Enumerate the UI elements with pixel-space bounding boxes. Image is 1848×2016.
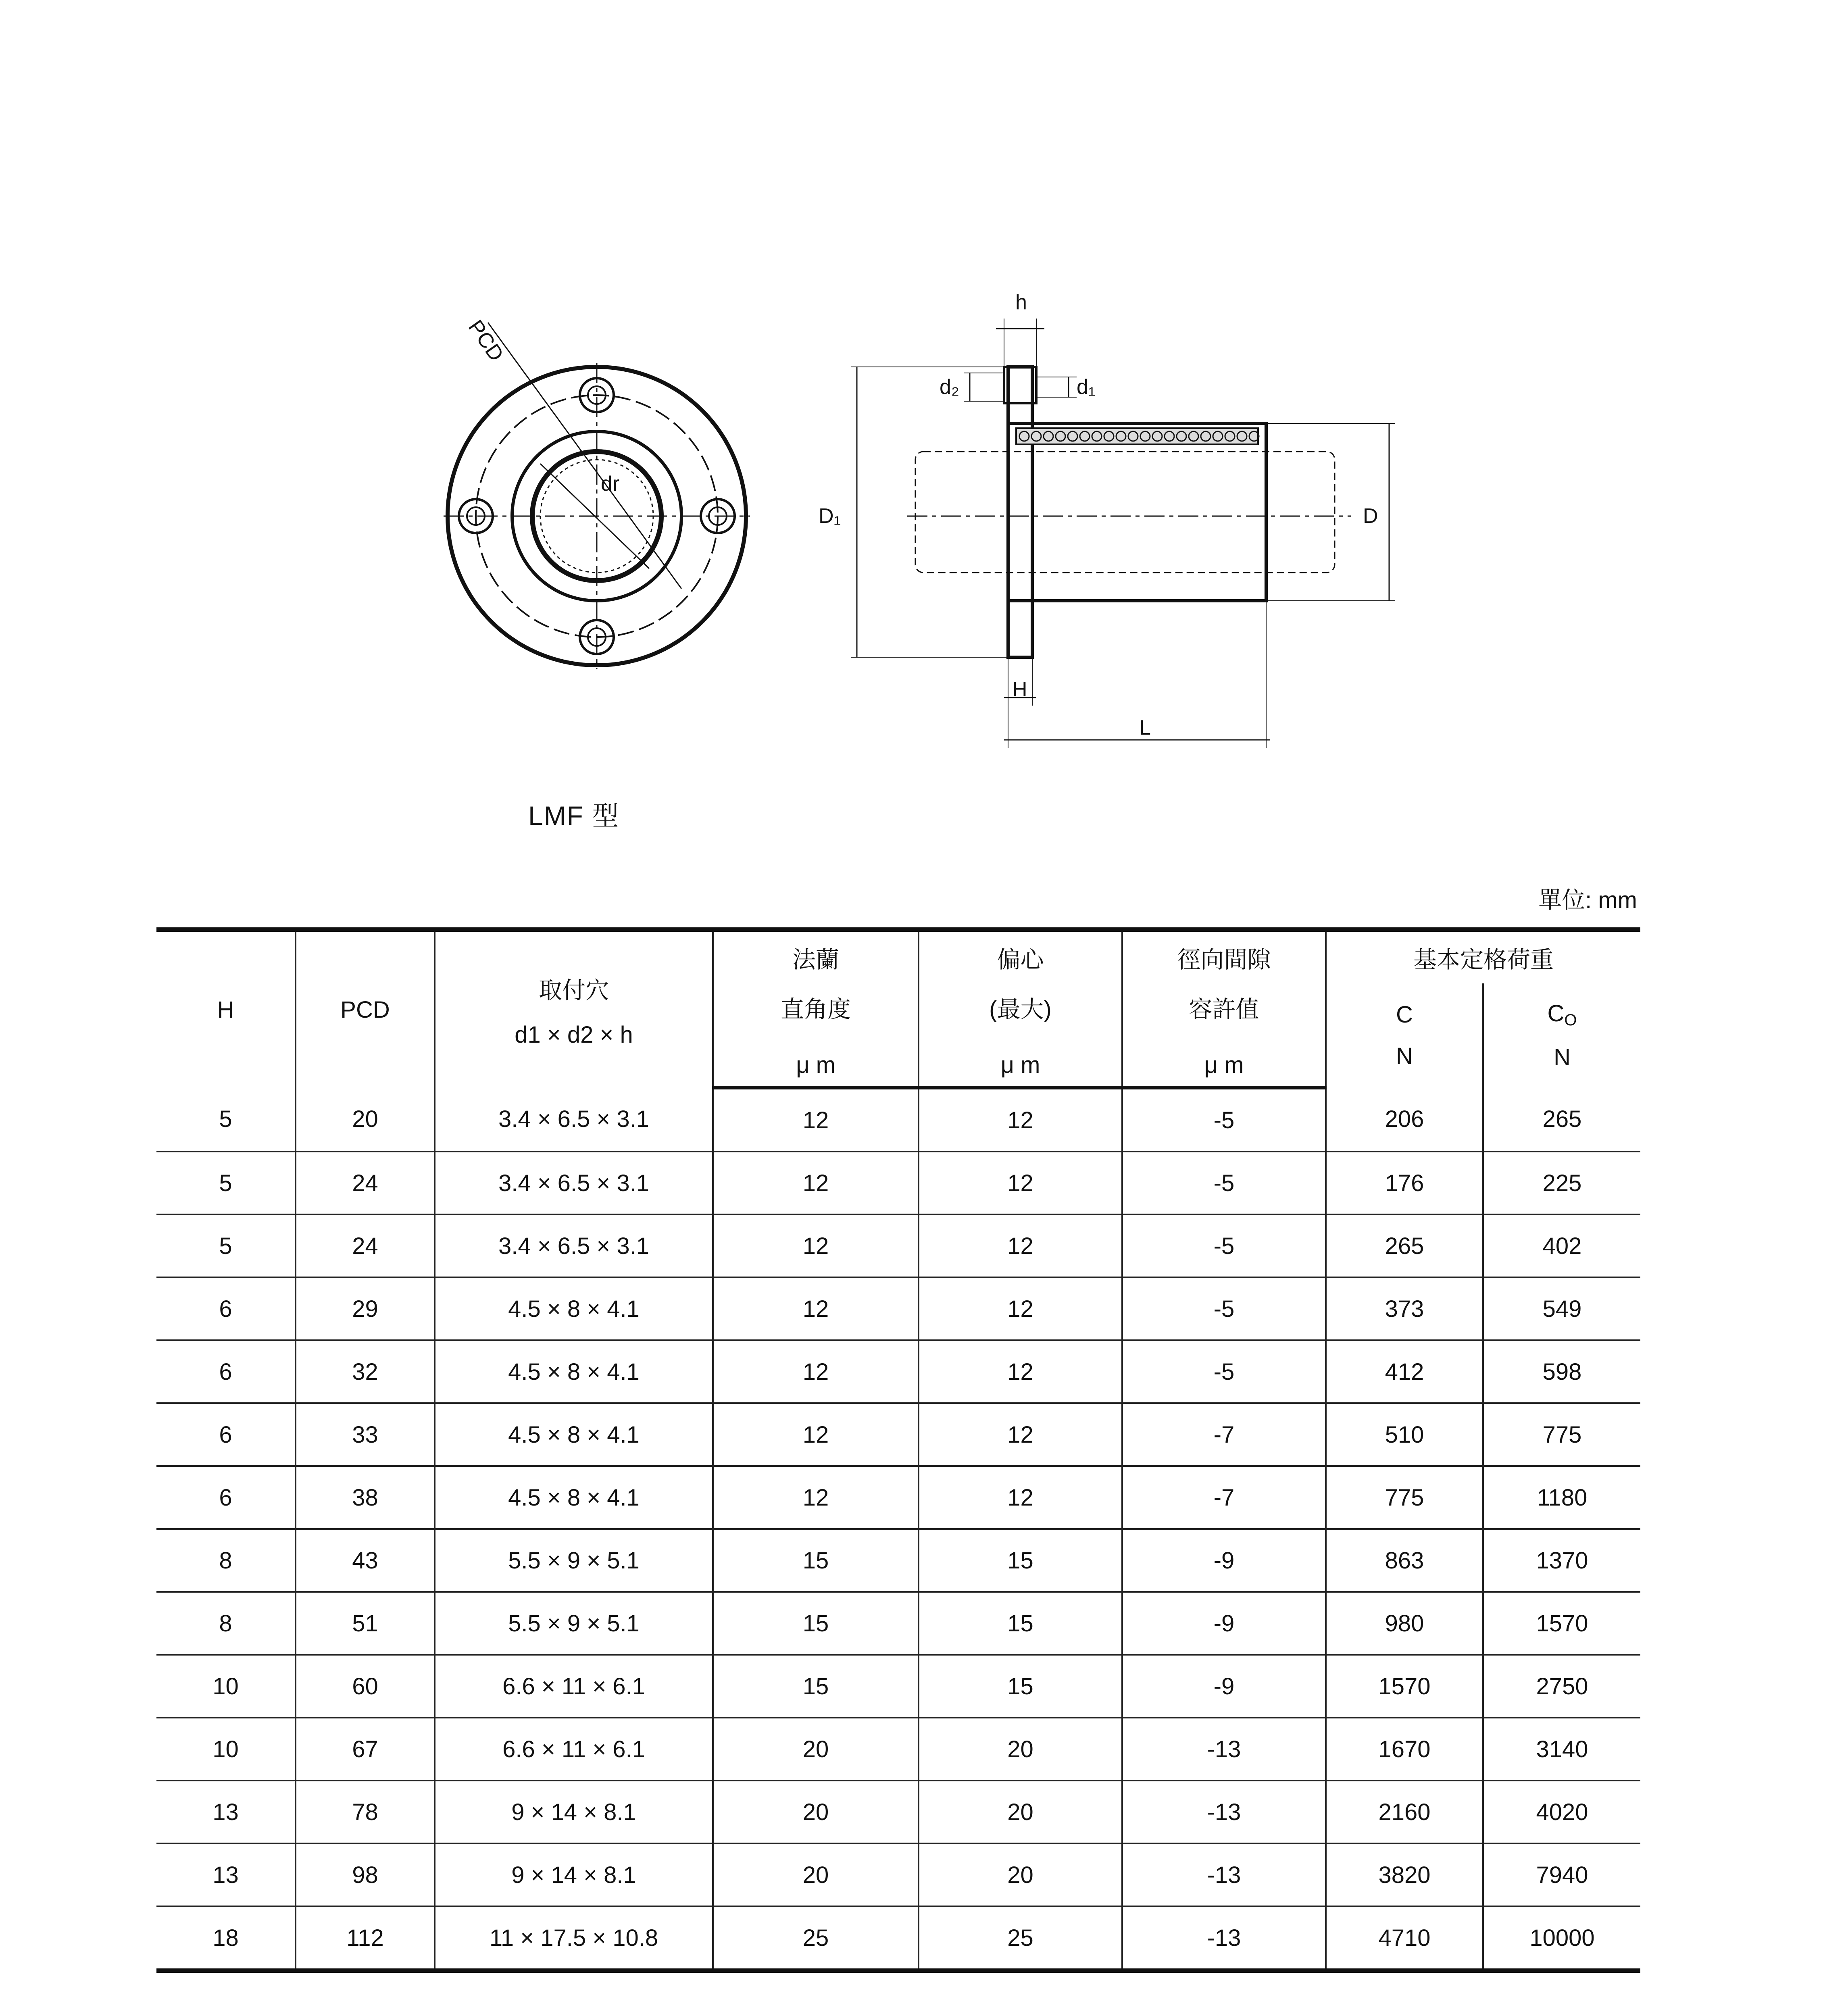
- table-row: [156, 1088, 1640, 1152]
- cell-flange-perp: 15: [713, 1655, 919, 1718]
- cell-eccentricity: 20: [919, 1781, 1122, 1843]
- cell-flange-perp: 12: [713, 1277, 919, 1340]
- cell-load-c: 373: [1326, 1277, 1483, 1340]
- cell-load-co: 4020: [1483, 1781, 1640, 1843]
- cell-load-co: 3140: [1483, 1718, 1640, 1781]
- cell-h: 13: [156, 1843, 296, 1906]
- cell-h: 5: [156, 1152, 296, 1214]
- cell-load-c: 3820: [1326, 1843, 1483, 1906]
- cell-load-co: 598: [1483, 1340, 1640, 1403]
- cell-radial-clearance: -5: [1122, 1277, 1326, 1340]
- col-co-header: $C_O$ N: [1483, 983, 1640, 1088]
- table-row: [156, 1466, 1640, 1529]
- cell-h: 6: [156, 1277, 296, 1340]
- cell-load-c: 176: [1326, 1152, 1483, 1214]
- cell-load-co: 549: [1483, 1277, 1640, 1340]
- col-radial-unit: μ m: [1122, 1031, 1326, 1088]
- cell-pcd: 33: [296, 1403, 435, 1466]
- cell-flange-perp: 12: [713, 1152, 919, 1214]
- cell-load-co: 1570: [1483, 1592, 1640, 1655]
- table-row: [156, 1655, 1640, 1718]
- shaft-outline: [915, 452, 1335, 573]
- cell-mount-hole: 5.5 × 9 × 5.1: [435, 1592, 713, 1655]
- cell-load-c: 863: [1326, 1529, 1483, 1592]
- cell-h: 18: [156, 1906, 296, 1971]
- cell-pcd: 98: [296, 1843, 435, 1906]
- col-ecc-header-2: (最大): [919, 983, 1122, 1031]
- col-c-header: C N: [1326, 983, 1483, 1088]
- cell-h: 6: [156, 1403, 296, 1466]
- cell-radial-clearance: -9: [1122, 1592, 1326, 1655]
- cell-pcd: 29: [296, 1277, 435, 1340]
- cell-mount-hole: 11 × 17.5 × 10.8: [435, 1906, 713, 1971]
- spec-table: [156, 927, 1640, 1973]
- cell-radial-clearance: -5: [1122, 1214, 1326, 1277]
- table-row: [156, 1152, 1640, 1214]
- col-flange-unit: μ m: [713, 1031, 919, 1088]
- cell-load-co: 1370: [1483, 1529, 1640, 1592]
- cell-eccentricity: 12: [919, 1214, 1122, 1277]
- cell-load-c: 265: [1326, 1214, 1483, 1277]
- cell-radial-clearance: -5: [1122, 1152, 1326, 1214]
- cell-mount-hole: 3.4 × 6.5 × 3.1: [435, 1088, 713, 1152]
- cell-flange-perp: 20: [713, 1718, 919, 1781]
- cell-h: 8: [156, 1529, 296, 1592]
- table-row: [156, 1843, 1640, 1906]
- col-ecc-header-1: 偏心: [919, 930, 1122, 984]
- col-flange-header-2: 直角度: [713, 983, 919, 1031]
- cell-h: 10: [156, 1718, 296, 1781]
- col-flange-header-1: 法蘭: [713, 930, 919, 984]
- cell-load-co: 2750: [1483, 1655, 1640, 1718]
- cell-flange-perp: 12: [713, 1088, 919, 1152]
- cell-load-c: 510: [1326, 1403, 1483, 1466]
- cell-radial-clearance: -7: [1122, 1466, 1326, 1529]
- cell-mount-hole: 6.6 × 11 × 6.1: [435, 1655, 713, 1718]
- cell-radial-clearance: -9: [1122, 1529, 1326, 1592]
- cell-mount-hole: 9 × 14 × 8.1: [435, 1843, 713, 1906]
- cell-radial-clearance: -7: [1122, 1403, 1326, 1466]
- cell-mount-hole: 4.5 × 8 × 4.1: [435, 1466, 713, 1529]
- cell-pcd: 43: [296, 1529, 435, 1592]
- cell-load-co: 10000: [1483, 1906, 1640, 1971]
- cell-load-co: 7940: [1483, 1843, 1640, 1906]
- model-caption: LMF 型: [528, 801, 620, 831]
- table-row: [156, 1718, 1640, 1781]
- ball-row: [1016, 428, 1258, 444]
- table-row: [156, 1403, 1640, 1466]
- cell-load-c: 980: [1326, 1592, 1483, 1655]
- cell-flange-perp: 12: [713, 1340, 919, 1403]
- D-label: D: [1363, 504, 1378, 528]
- cell-h: 5: [156, 1214, 296, 1277]
- cell-flange-perp: 15: [713, 1592, 919, 1655]
- col-h-header: H: [156, 930, 296, 1088]
- L-label: L: [1139, 716, 1151, 739]
- col-ecc-unit: μ m: [919, 1031, 1122, 1088]
- cell-h: 10: [156, 1655, 296, 1718]
- cell-h: 6: [156, 1466, 296, 1529]
- cell-flange-perp: 25: [713, 1906, 919, 1971]
- D1-label: D₁: [819, 504, 841, 528]
- table-row: [156, 1906, 1640, 1971]
- cell-pcd: 38: [296, 1466, 435, 1529]
- cell-pcd: 24: [296, 1152, 435, 1214]
- table-row: [156, 1592, 1640, 1655]
- cell-mount-hole: 4.5 × 8 × 4.1: [435, 1340, 713, 1403]
- front-view: [444, 323, 750, 669]
- cell-eccentricity: 12: [919, 1152, 1122, 1214]
- cell-pcd: 24: [296, 1214, 435, 1277]
- cell-flange-perp: 12: [713, 1403, 919, 1466]
- h-small-label: h: [1015, 291, 1027, 314]
- cell-eccentricity: 12: [919, 1466, 1122, 1529]
- table-row: [156, 1277, 1640, 1340]
- cell-eccentricity: 12: [919, 1088, 1122, 1152]
- cell-radial-clearance: -13: [1122, 1906, 1326, 1971]
- cell-load-c: 775: [1326, 1466, 1483, 1529]
- cell-mount-hole: 4.5 × 8 × 4.1: [435, 1403, 713, 1466]
- cell-radial-clearance: -13: [1122, 1718, 1326, 1781]
- cell-eccentricity: 12: [919, 1277, 1122, 1340]
- cell-h: 5: [156, 1088, 296, 1152]
- cell-eccentricity: 12: [919, 1403, 1122, 1466]
- cell-load-c: 4710: [1326, 1906, 1483, 1971]
- cell-load-co: 775: [1483, 1403, 1640, 1466]
- unit-note: 單位: mm: [1538, 887, 1637, 913]
- col-radial-header-1: 徑向間隙: [1122, 930, 1326, 984]
- cell-radial-clearance: -5: [1122, 1088, 1326, 1152]
- cell-radial-clearance: -13: [1122, 1781, 1326, 1843]
- cell-pcd: 67: [296, 1718, 435, 1781]
- cell-eccentricity: 15: [919, 1655, 1122, 1718]
- cell-load-c: 2160: [1326, 1781, 1483, 1843]
- cell-pcd: 60: [296, 1655, 435, 1718]
- flange-section: [1008, 367, 1032, 657]
- col-mount-header: 取付穴 d1 × d2 × h: [435, 930, 713, 1088]
- pcd-label: PCD: [463, 316, 508, 366]
- bearing-body: [1008, 423, 1266, 601]
- cell-h: 8: [156, 1592, 296, 1655]
- cell-flange-perp: 20: [713, 1843, 919, 1906]
- cell-eccentricity: 20: [919, 1843, 1122, 1906]
- cell-mount-hole: 9 × 14 × 8.1: [435, 1781, 713, 1843]
- header-row-1: [156, 930, 1640, 984]
- col-pcd-header: PCD: [296, 930, 435, 1088]
- d1-label: d₁: [1077, 375, 1096, 399]
- lmf-drawing-svg: [423, 290, 1411, 814]
- table-row: [156, 1214, 1640, 1277]
- cell-load-c: 1570: [1326, 1655, 1483, 1718]
- table-row: [156, 1340, 1640, 1403]
- cell-flange-perp: 20: [713, 1781, 919, 1843]
- cell-load-co: 1180: [1483, 1466, 1640, 1529]
- spec-table-body: [156, 1088, 1640, 1971]
- cell-eccentricity: 25: [919, 1906, 1122, 1971]
- cell-load-co: 225: [1483, 1152, 1640, 1214]
- table-row: [156, 1781, 1640, 1843]
- cell-eccentricity: 12: [919, 1340, 1122, 1403]
- cell-mount-hole: 6.6 × 11 × 6.1: [435, 1718, 713, 1781]
- cell-flange-perp: 15: [713, 1529, 919, 1592]
- cell-mount-hole: 3.4 × 6.5 × 3.1: [435, 1152, 713, 1214]
- cell-pcd: 78: [296, 1781, 435, 1843]
- col-radial-header-2: 容許值: [1122, 983, 1326, 1031]
- cell-radial-clearance: -9: [1122, 1655, 1326, 1718]
- cell-load-co: 265: [1483, 1088, 1640, 1152]
- cell-h: 6: [156, 1340, 296, 1403]
- cell-flange-perp: 12: [713, 1214, 919, 1277]
- cell-pcd: 112: [296, 1906, 435, 1971]
- cell-radial-clearance: -5: [1122, 1340, 1326, 1403]
- cell-load-c: 412: [1326, 1340, 1483, 1403]
- cell-h: 13: [156, 1781, 296, 1843]
- cell-eccentricity: 15: [919, 1529, 1122, 1592]
- cell-load-co: 402: [1483, 1214, 1640, 1277]
- cell-mount-hole: 3.4 × 6.5 × 3.1: [435, 1214, 713, 1277]
- cell-eccentricity: 15: [919, 1592, 1122, 1655]
- side-view: [851, 319, 1395, 748]
- cell-load-c: 1670: [1326, 1718, 1483, 1781]
- cell-mount-hole: 4.5 × 8 × 4.1: [435, 1277, 713, 1340]
- col-load-group-header: 基本定格荷重: [1326, 930, 1640, 984]
- cell-load-c: 206: [1326, 1088, 1483, 1152]
- cell-mount-hole: 5.5 × 9 × 5.1: [435, 1529, 713, 1592]
- cell-eccentricity: 20: [919, 1718, 1122, 1781]
- cell-pcd: 20: [296, 1088, 435, 1152]
- cell-pcd: 51: [296, 1592, 435, 1655]
- table-row: [156, 1529, 1640, 1592]
- cell-pcd: 32: [296, 1340, 435, 1403]
- cell-flange-perp: 12: [713, 1466, 919, 1529]
- technical-drawing: [423, 290, 1411, 814]
- d2-label: d₂: [940, 375, 960, 399]
- cell-radial-clearance: -13: [1122, 1843, 1326, 1906]
- H-label: H: [1012, 678, 1027, 701]
- dr-label: dr: [601, 472, 620, 496]
